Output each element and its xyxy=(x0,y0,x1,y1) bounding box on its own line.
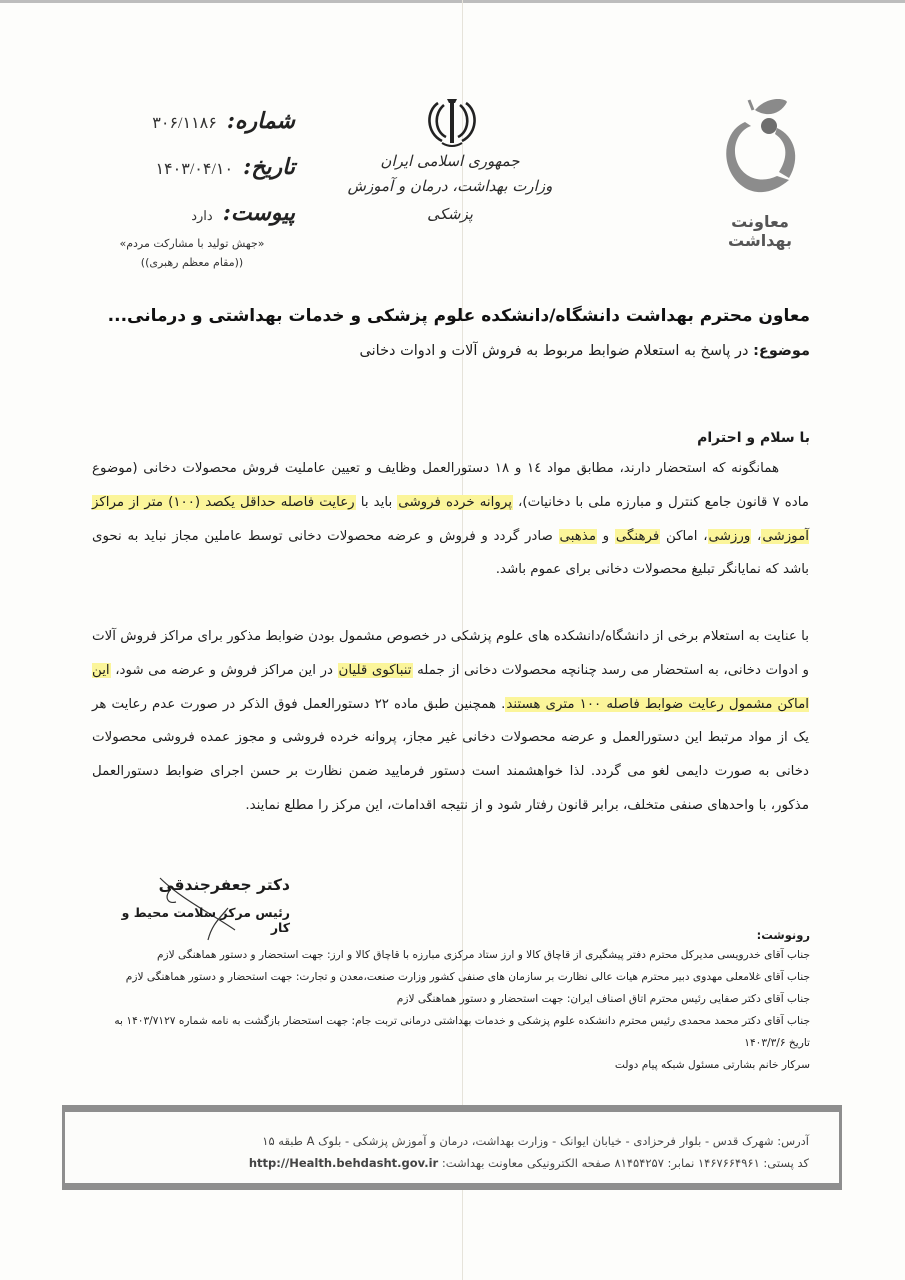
subject-label: موضوع: xyxy=(753,343,810,359)
cc-item: جناب آقای خدرویسی مدیرکل محترم دفتر پیشگیری از قاچاق کالا و ارز ستاد مرکزی مبارزه با قاچاق کالا و ارز: جهت استحضار و دستور هماهنگی لازم xyxy=(156,949,810,961)
highlight: این اماکن مشمول رعایت ضوابط فاصله ۱۰۰ متری هستند xyxy=(92,662,809,712)
health-deputy-logo-icon xyxy=(715,92,805,202)
number-label: شماره: xyxy=(226,108,295,134)
highlight: فرهنگی xyxy=(615,528,660,544)
scan-top-edge xyxy=(0,0,905,3)
highlight: رعایت فاصله حداقل یکصد (۱۰۰) متر از مراکز آموزشی xyxy=(92,494,809,544)
text: . همچنین طبق ماده ۲۲ دستورالعمل فوق الذکر در صورت عدم رعایت هر یک از مواد مرتبط این دستورالعمل و عرضه محصولات دخانی غیر مجاز، پروانه خرده فروشی و مجوز عمده فروشی محصولات دخانی به صورت دایمی لغو می گردد. لذا خواهشمند است دستور فرمایید ضمن نظارت بر حسن اجرای ضوابط دستورالعمل مذکور، با واحدهای صنفی متخلف، برابر قانون رفتار شود و از نتیجه اقدامات، این مرکز را مطلع نمایند. xyxy=(92,696,809,813)
subject-text: در پاسخ به استعلام ضوابط مربوط به فروش آلات و ادوات دخانی xyxy=(359,343,749,359)
slogan xyxy=(82,234,302,272)
attachment-value: دارد xyxy=(191,208,213,223)
text: با عنایت به استعلام برخی از دانشگاه/دانشکده های علوم پزشکی در خصوص مشمول بودن ضوابط مذکور برای مراکز فروش آلات و ادوات دخانی، به استحضار می رسد چنانچه محصولات دخانی از جمله xyxy=(92,629,809,678)
text: در این مراکز فروش و عرضه می شود، xyxy=(110,662,338,678)
highlight: پروانه خرده فروشی xyxy=(398,494,512,510)
paragraph-2 xyxy=(92,620,809,823)
logo-text: معاونت بهداشت xyxy=(728,212,792,250)
cc-list xyxy=(100,944,810,1076)
addressee: معاون محترم بهداشت دانشگاه/دانشکده علوم پزشکی و خدمات بهداشتی و درمانی... xyxy=(107,306,810,326)
cc-label: رونوشت: xyxy=(756,928,810,942)
text: باید با xyxy=(355,494,398,510)
highlight: ورزشی xyxy=(708,528,751,544)
cc-item: جناب آقای دکتر محمد محمدی رئیس محترم دانشکده علوم پزشکی و خدمات بهداشتی درمانی تربت جام: جهت استحضار بازگشت به نامه شماره ۱۴۰۳/۷۱۲۷ به تاریخ ۱۴۰۳/۳/۶ xyxy=(114,1015,810,1049)
footer-address: آدرس: شهرک قدس - بلوار فرحزادی - خیابان ایوانک - وزارت بهداشت، درمان و آموزش پزشکی - بلوک A طبقه ۱۵ xyxy=(262,1134,809,1148)
slogan-line-2: ((مقام معظم رهبری)) xyxy=(140,256,244,269)
footer-postal-fax: کد پستی: ۱۴۶۷۶۶۴۹۶۱ نمابر: ۸۱۴۵۴۲۵۷ صفحه الکترونیکی معاونت بهداشت: xyxy=(441,1156,809,1170)
signatory-name: دکتر جعفرجندقی xyxy=(158,876,290,894)
slogan-line-1: «جهش تولید با مشارکت مردم» xyxy=(119,237,265,250)
ministry-line-2: وزارت بهداشت، درمان و آموزش پزشکی xyxy=(347,177,553,223)
footer-address-box xyxy=(62,1105,842,1190)
ministry-name xyxy=(330,150,570,228)
date-value: ۱۴۰۳/۰۴/۱۰ xyxy=(155,161,234,178)
footer-contact xyxy=(95,1156,809,1170)
cc-item: سرکار خانم بشارتی مسئول شبکه پیام دولت xyxy=(614,1059,810,1071)
greeting: با سلام و احترام xyxy=(697,430,810,446)
paragraph-1 xyxy=(92,452,809,587)
ministry-line-1: جمهوری اسلامی ایران xyxy=(380,152,520,170)
highlight: تنباکوی قلیان xyxy=(338,662,412,678)
text: همانگونه که استحضار دارند، مطابق مواد ۱٤ و ۱۸ دستورالعمل وظایف و تعیین عاملیت فروش محصولات دخانی (موضوع ماده ۷ قانون جامع کنترل و مبارزه ملی با دخانیات)، xyxy=(92,461,809,510)
attachment-label: پیوست: xyxy=(222,200,295,226)
text: و xyxy=(597,528,615,544)
text: صادر گردد و فروش و عرضه محصولات دخانی توسط عاملین مجاز نباید به نحوی باشد که نمایانگر تبلیغ محصولات دخانی برای عموم باشد. xyxy=(92,528,809,578)
number-row xyxy=(95,108,295,154)
iran-emblem-icon xyxy=(420,95,484,149)
letter-meta xyxy=(95,108,295,246)
date-label: تاریخ: xyxy=(243,154,295,180)
highlight: مذهبی xyxy=(559,528,596,544)
date-row xyxy=(95,154,295,200)
subject-line xyxy=(190,343,810,359)
cc-item: جناب آقای غلامعلی مهدوی دبیر محترم هیات عالی نظارت بر سازمان های صنفی کشور وزارت صنعت،معدن و تجارت: جهت استحضار و دستور هماهنگی لازم xyxy=(125,971,810,983)
text: ، xyxy=(751,528,762,544)
signatory-title: رئیس مرکز سلامت محیط و کار xyxy=(121,905,290,935)
text: ، اماکن xyxy=(660,528,708,544)
footer-website-link[interactable]: http://Health.behdasht.gov.ir xyxy=(248,1156,439,1170)
cc-item: جناب آقای دکتر صفایی رئیس محترم اتاق اصناف ایران: جهت استحضار و دستور هماهنگی لازم xyxy=(396,993,810,1005)
number-value: ۳۰۶/۱۱۸۶ xyxy=(152,115,217,132)
